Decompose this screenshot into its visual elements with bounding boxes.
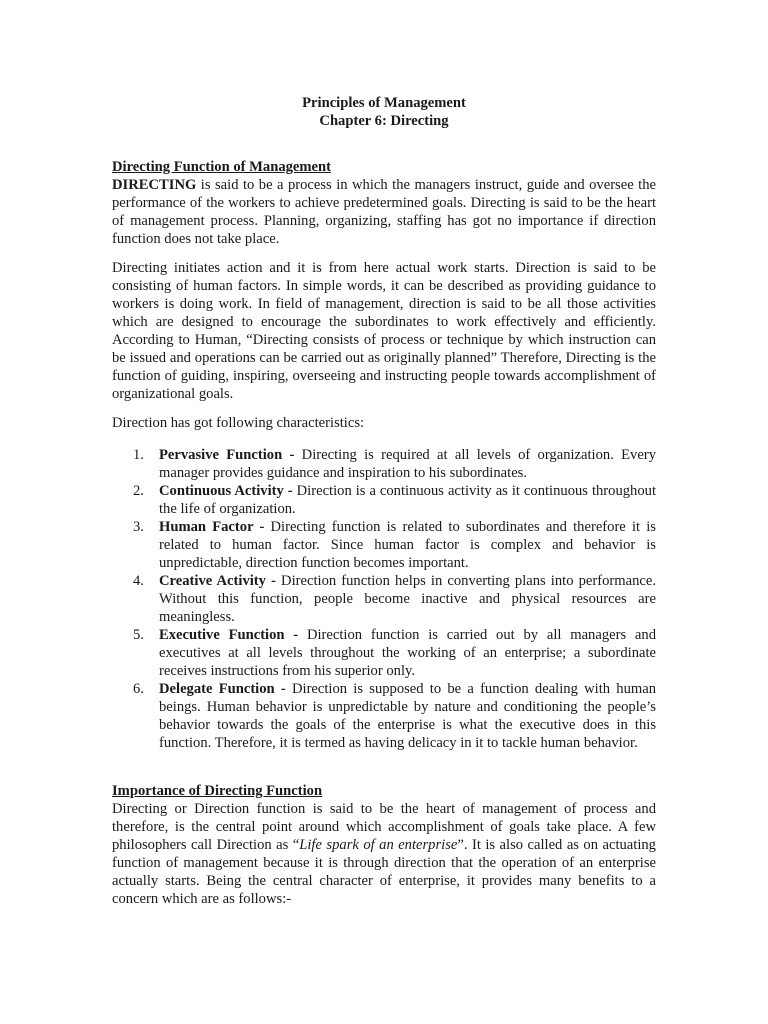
importance-text-end: ”. It is also called as on actuating function of management because it is through direction that the operation of an enterprise actually starts. Being the central character of enterprise, it provides many benefits to a concern which are as follows:- [112, 837, 656, 907]
list-number: 1. [133, 447, 144, 463]
list-term: Human Factor - [159, 519, 271, 535]
list-number: 5. [133, 627, 144, 643]
paragraph-initiates-action: Directing initiates action and it is from here actual work starts. Direction is said to be consisting of human factors. In simple words, it can be described as providing guidance to workers is doing work. In field of management, direction is said to be all those activities which are designed to encourage the subordinates to work effectively and efficiently. According to Human, “Directing consists of process or technique by which instruction can be issued and operations can be carried out as originally planned” Therefore, Directing is the function of guiding, inspiring, overseeing and instructing people towards accomplishment of organizational goals. [112, 260, 656, 402]
section-heading-directing-function: Directing Function of Management [112, 159, 332, 175]
list-item [112, 680, 656, 752]
paragraph-definition [112, 176, 656, 248]
list-text: Directing function is related to subordinates and therefore it is related to human factor. Since human factor is complex and behavior is unpredictable, direction function becomes important. [159, 519, 656, 571]
list-term: Delegate Function - [159, 681, 292, 697]
list-number: 4. [133, 573, 144, 589]
document-title: Principles of Management [302, 95, 466, 111]
list-number: 2. [133, 483, 144, 499]
importance-italic-quote: Life spark of an enterprise [299, 837, 458, 853]
list-text: Directing is required at all levels of organization. Every manager provides guidance and inspiration to his subordinates. [159, 447, 656, 481]
list-item [112, 482, 656, 518]
list-text: Direction is supposed to be a function dealing with human beings. Human behavior is unpredictable by nature and conditioning the people’s behavior towards the goals of the enterprise is what the executive does in this function. Therefore, it is termed as having delicacy in it to tackle human behavior. [159, 681, 656, 751]
paragraph-characteristics-intro: Direction has got following characteristics: [112, 415, 365, 431]
list-term: Executive Function - [159, 627, 307, 643]
list-item [112, 446, 656, 482]
list-item [112, 572, 656, 626]
list-text: Direction function is carried out by all managers and executives at all levels throughout the working of an enterprise; a subordinate receives instructions from his superior only. [159, 627, 656, 679]
characteristics-list [112, 446, 656, 752]
list-text: Direction is a continuous activity as it continuous throughout the life of organization. [159, 483, 656, 517]
list-term: Creative Activity - [159, 573, 282, 589]
list-item [112, 518, 656, 572]
importance-text-start: Directing or Direction function is said to be the heart of management of process and therefore, is the central point around which accomplishment of goals take place. A few philosophers call Direction as “ [112, 801, 656, 853]
definition-text: is said to be a process in which the managers instruct, guide and oversee the performance of the workers to achieve predetermined goals. Directing is said to be the heart of management process. Planning, organizing, staffing has got no importance if direction function does not take place. [112, 177, 656, 247]
list-item [112, 626, 656, 680]
section-heading-importance: Importance of Directing Function [112, 783, 323, 799]
list-number: 6. [133, 681, 144, 697]
chapter-title: Chapter 6: Directing [319, 113, 449, 129]
list-term: Pervasive Function - [159, 447, 302, 463]
paragraph-importance [112, 800, 656, 908]
list-number: 3. [133, 519, 144, 535]
list-text: Direction function helps in converting plans into performance. Without this function, people become inactive and physical resources are meaningless. [159, 573, 656, 625]
definition-term: DIRECTING [112, 177, 197, 193]
list-term: Continuous Activity - [159, 483, 297, 499]
